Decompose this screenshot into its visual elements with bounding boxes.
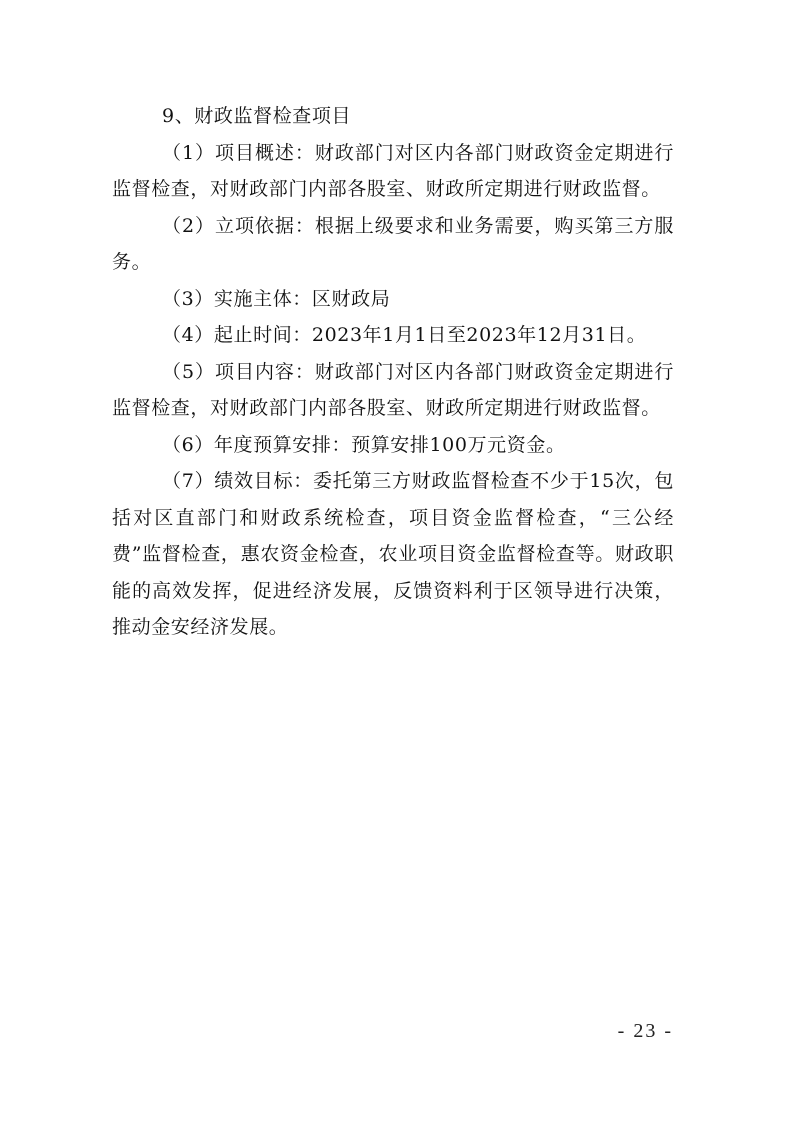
- document-body: [112, 98, 674, 646]
- paragraph-content: （5）项目内容：财政部门对区内各部门财政资金定期进行监督检查，对财政部门内部各股室、财政所定期进行财政监督。: [112, 360, 674, 419]
- paragraph-period: （4）起止时间：2023年1月1日至2023年12月31日。: [162, 324, 647, 346]
- paragraph-budget: （6）年度预算安排：预算安排100万元资金。: [162, 433, 566, 456]
- page-number: - 23 -: [617, 1020, 673, 1042]
- paragraph-basis: （2）立项依据：根据上级要求和业务需要，购买第三方服务。: [112, 214, 674, 273]
- paragraph-overview: （1）项目概述：财政部门对区内各部门财政资金定期进行监督检查，对财政部门内部各股室、财政所定期进行财政监督。: [112, 141, 674, 200]
- section-heading: 9、财政监督检查项目: [162, 105, 352, 127]
- paragraph-goals: （7）绩效目标：委托第三方财政监督检查不少于15次，包括对区直部门和财政系统检查，项目资金监督检查，“三公经费”监督检查，惠农资金检查，农业项目资金监督检查等。财政职能的高效发挥，促进经济发展，反馈资料利于区领导进行决策，推动金安经济发展。: [112, 470, 674, 638]
- paragraph-implementer: （3）实施主体：区财政局: [162, 287, 391, 310]
